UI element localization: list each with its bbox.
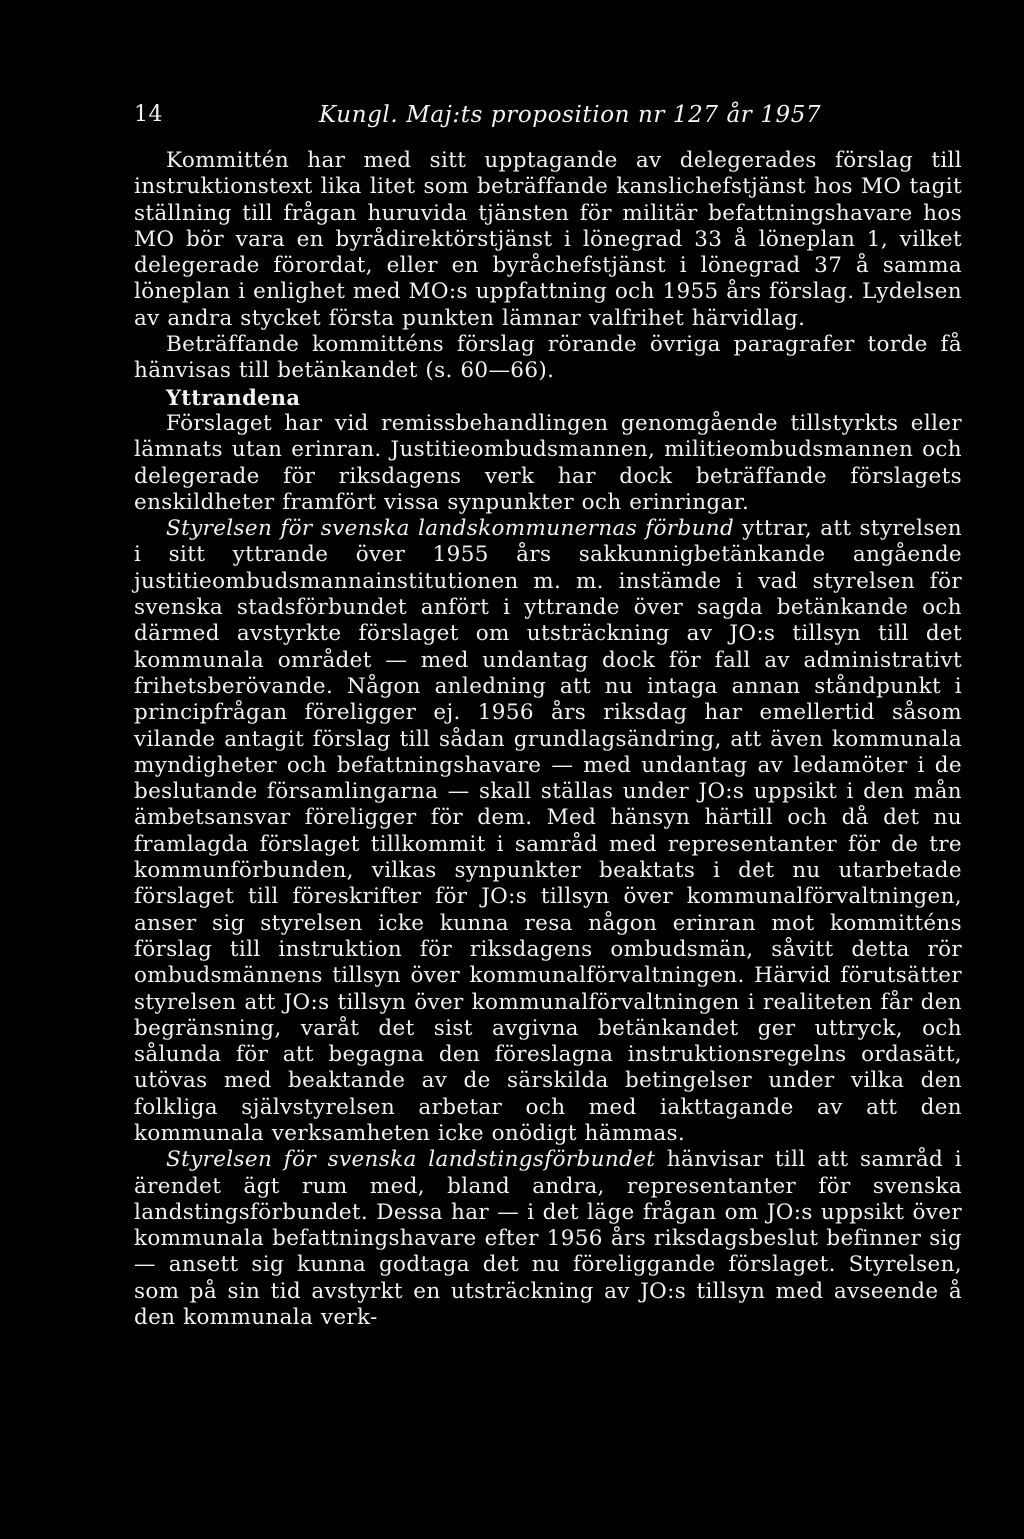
running-head: Kungl. Maj:ts proposition nr 127 år 1957 (319, 102, 822, 128)
paragraph-landstingsforbund (134, 1147, 962, 1331)
paragraph-text: hänvisar till att samråd i ärendet ägt rum med, bland andra, representanter för svenska landstingsförbundet. Dessa har — i det läge frågan om JO:s uppsikt över kommunala befattningshavare efter 1956 års riksdagsbeslut befinner sig — ansett sig kunna godtaga det nu föreliggande förslaget. Styrelsen, som på sin tid avstyrkt en utsträckning av JO:s tillsyn med avseende å den kommunala verk- (134, 1147, 963, 1331)
organization-name: Styrelsen för svenska landskommunernas förbund (166, 516, 735, 542)
paragraph-text: yttrar, att styrelsen i sitt yttrande över 1955 års sakkunnigbetänkande angående justitieombudsmannainstitutionen m. m. instämde i vad styrelsen för svenska stadsförbundet anfört i yttrande över sagda betänkande och därmed avstyrkte förslaget om utsträckning av JO:s tillsyn till det kommunala området — med undantag dock för fall av administrativt frihetsberövande. Någon anledning att nu intaga annan ståndpunkt i principfrågan föreligger ej. 1956 års riksdag har emellertid såsom vilande antagit förslag till sådan grundlagsändring, att även kommunala myndigheter och befattningshavare — med undantag av ledamöter i de beslutande församlingarna — skall ställas under JO:s uppsikt i den mån ämbetsansvar föreligger för dem. Med hänsyn härtill och då det nu framlagda förslaget tillkommit i samråd med representanter för de tre kommunförbunden, vilkas synpunkter beaktats i det nu utarbetade förslaget till föreskrifter för JO:s tillsyn över kommunalförvaltningen, anser sig styrelsen icke kunna resa någon erinran mot kommitténs förslag till instruktion för riksdagens ombudsmän, såvitt detta rör ombudsmännens tillsyn över kommunalförvaltningen. Härvid förutsätter styrelsen att JO:s tillsyn över kommunalförvaltningen i realiteten får den begränsning, varåt det sist avgivna betänkandet ger uttryck, och sålunda för att begagna den föreslagna instruktionsregelns ordasätt, utövas med beaktande av de särskilda betingelser under vilka den folkliga självstyrelsen arbetar och med iakttagande av att den kommunala verksamheten icke onödigt hämmas. (134, 516, 962, 1146)
page-header (134, 100, 964, 140)
paragraph-committee-position: Kommittén har med sitt upptagande av delegerades förslag till instruktionstext lika litet som beträffande kanslichefstjänst hos MO tagit ställning till frågan huruvida tjänsten för militär befattningshavare hos MO bör vara en byrådirektörstjänst i lönegrad 33 å löneplan 1, vilket delegerade förordat, eller en byråchefstjänst i lönegrad 37 å samma löneplan i enlighet med MO:s uppfattning och 1955 års förslag. Lydelsen av andra stycket första punkten lämnar valfrihet härvidlag. (134, 148, 962, 331)
page-number: 14 (134, 102, 163, 127)
paragraph-other-sections: Beträffande kommitténs förslag rörande övriga paragrafer torde få hänvisas till betänkandet (s. 60—66). (134, 332, 962, 384)
paragraph-remiss-overview: Förslaget har vid remissbehandlingen genomgående tillstyrkts eller lämnats utan erinran. Justitieombudsmannen, militieombudsmannen och delegerade för riksdagens verk har dock beträffande förslagets enskildheter framfört vissa synpunkter och erinringar. (134, 410, 962, 515)
organization-name: Styrelsen för svenska landstingsförbundet (166, 1147, 656, 1173)
section-heading: Yttrandena (166, 384, 301, 410)
body-text (134, 148, 962, 1331)
paragraph-landskommuner (134, 516, 962, 1147)
